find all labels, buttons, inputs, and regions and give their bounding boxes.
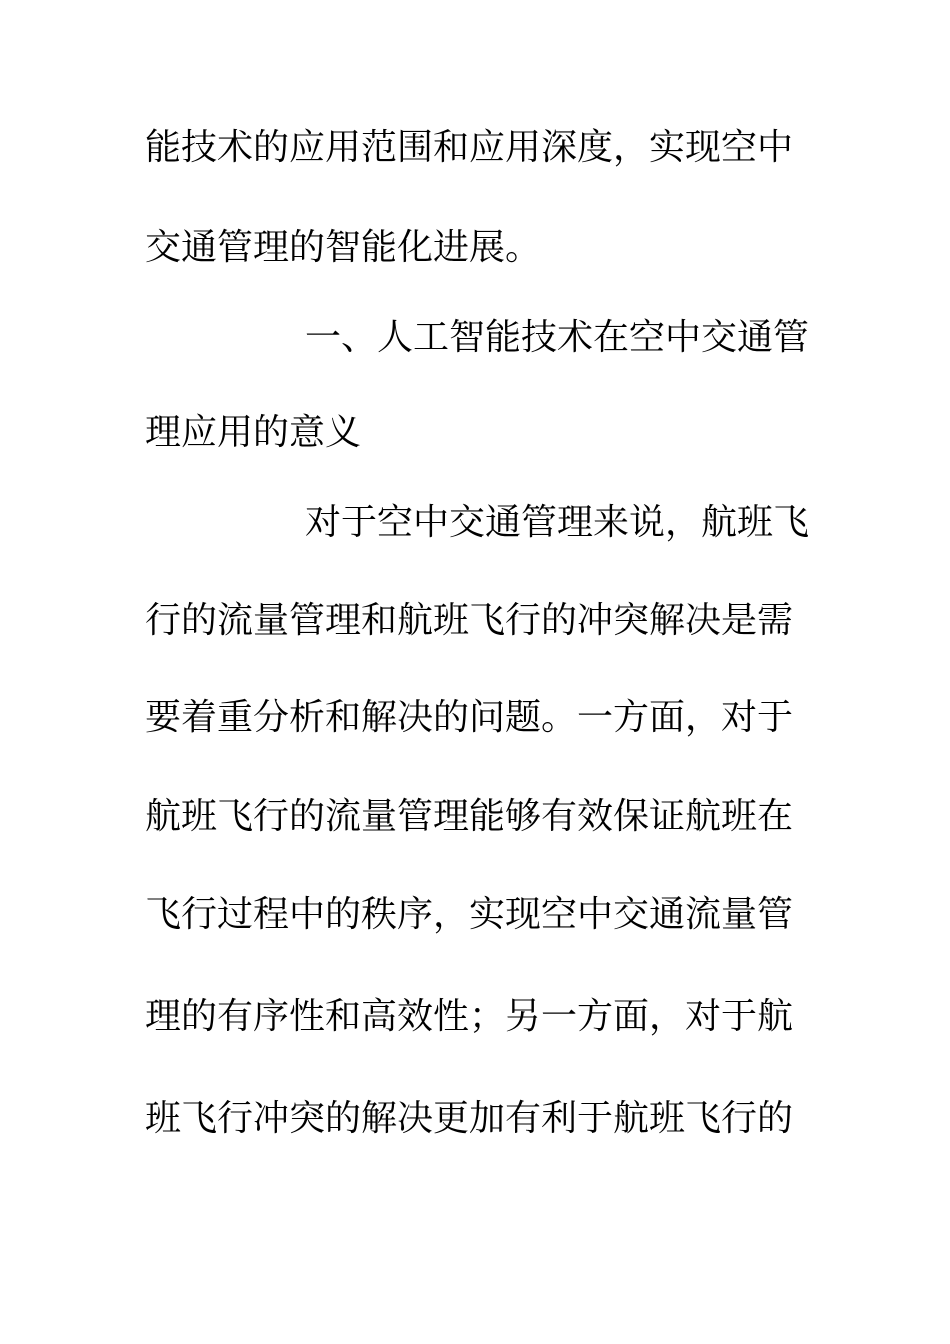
paragraph-line: 要着重分析和解决的问题。一方面，对于 [145, 697, 794, 738]
paragraph-line: 飞行过程中的秩序，实现空中交通流量管 [145, 894, 794, 935]
paragraph-line: 交通管理的智能化进展。 [145, 227, 542, 268]
paragraph-line: 能技术的应用范围和应用深度，实现空中 [145, 127, 794, 168]
paragraph-line: 对于空中交通管理来说，航班飞 [305, 502, 810, 543]
paragraph-line: 航班飞行的流量管理能够有效保证航班在 [145, 796, 794, 837]
paragraph-line: 理的有序性和高效性；另一方面，对于航 [145, 996, 794, 1037]
section-heading-line: 一、人工智能技术在空中交通管 [305, 317, 810, 358]
section-heading-line: 理应用的意义 [145, 412, 362, 453]
paragraph-line: 行的流量管理和航班飞行的冲突解决是需 [145, 600, 794, 641]
paragraph-line: 班飞行冲突的解决更加有利于航班飞行的 [145, 1098, 794, 1139]
